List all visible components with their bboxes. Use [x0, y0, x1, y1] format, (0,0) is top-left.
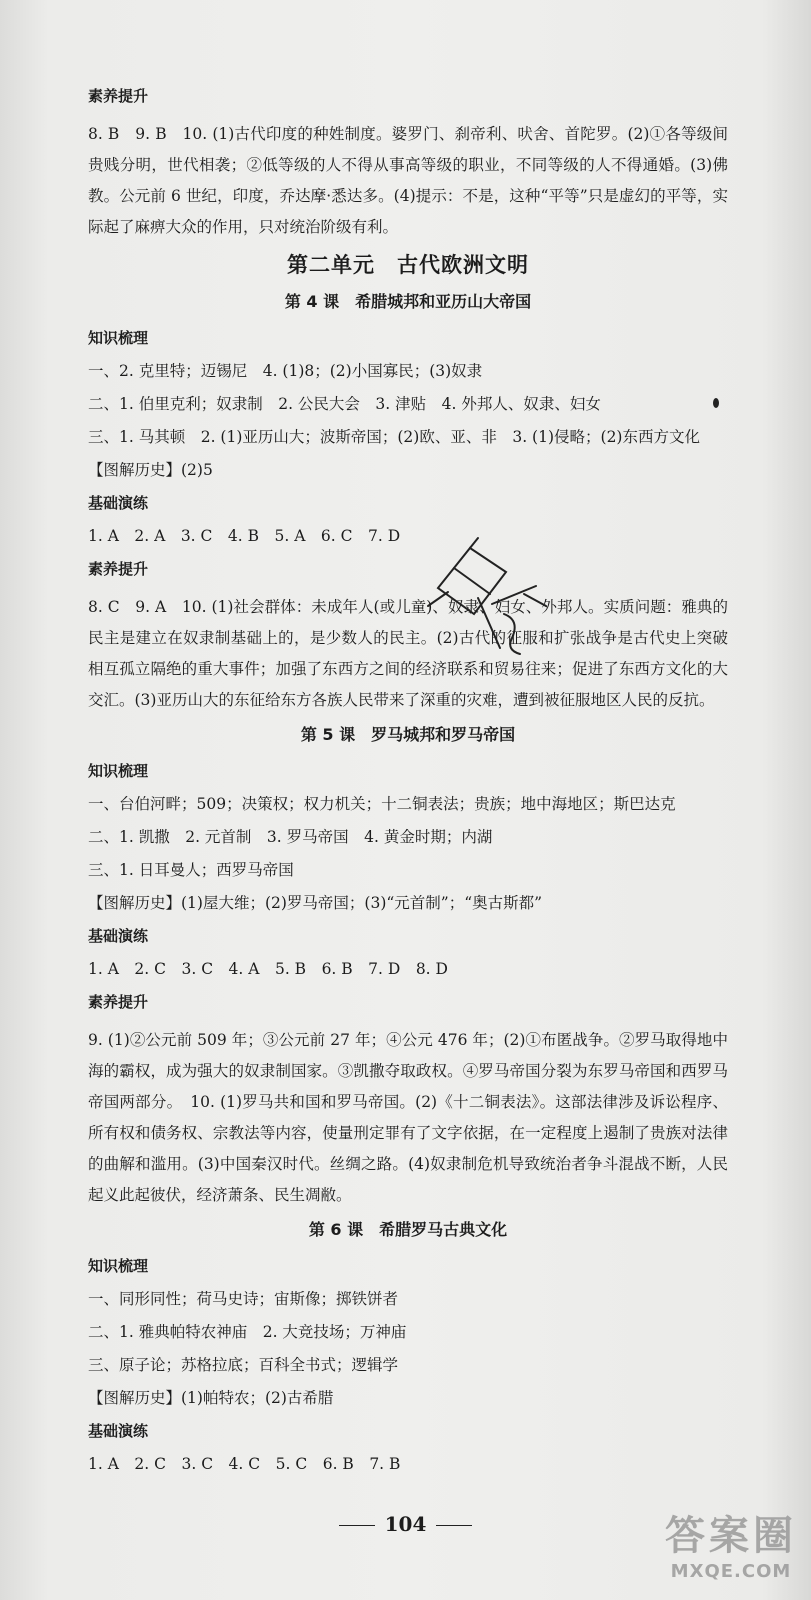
answer-line: 三、原子论；苏格拉底；百科全书式；逻辑学 — [88, 1356, 399, 1374]
answer-line: 一、台伯河畔；509；决策权；权力机关；十二铜表法；贵族；地中海地区；斯巴达克 — [88, 795, 676, 813]
divider-left — [339, 1525, 375, 1526]
answer-line: 三、1. 马其顿 2. (1)亚历山大；波斯帝国；(2)欧、亚、非 3. (1)侵略；(2)东西方文化 — [88, 428, 700, 446]
watermark-logo — [665, 1504, 797, 1582]
answer-line: 【图解历史】(1)屋大维；(2)罗马帝国；(3)“元首制”；“奥古斯都” — [88, 894, 543, 912]
answer-line: 一、同形同性；荷马史诗；宙斯像；掷铁饼者 — [88, 1290, 399, 1308]
answer-paragraph: 8. B 9. B 10. (1)古代印度的种姓制度。婆罗门、刹帝利、吠舍、首陀罗。(2)①各等级间贵贱分明，世代相袭；②低等级的人不得从事高等级的职业，不同等级的人不得通婚。(3)佛教。公元前 6 世纪，印度，乔达摩·悉达多。(4)提示：不是，这种“平等”只是虚幻的平等，实际起了麻痹大众的作用，只对统治阶级有利。 — [88, 125, 728, 236]
answer-line: 一、2. 克里特；迈锡尼 4. (1)8；(2)小国寡民；(3)奴隶 — [88, 362, 483, 380]
answer-line: 三、1. 日耳曼人；西罗马帝国 — [88, 861, 294, 879]
answer-line: 【图解历史】(1)帕特农；(2)古希腊 — [88, 1389, 334, 1407]
section-heading: 知识梳理 — [88, 329, 149, 347]
answer-line: 1. A 2. C 3. C 4. A 5. B 6. B 7. D 8. D — [88, 960, 448, 978]
answer-line: 【图解历史】(2)5 — [88, 461, 213, 479]
section-heading: 基础演练 — [88, 494, 149, 512]
divider-right — [436, 1525, 472, 1526]
watermark-text-en: MXQE.COM — [670, 1561, 792, 1582]
section-heading: 素养提升 — [88, 87, 149, 105]
page-number-value: 104 — [384, 1512, 427, 1536]
lesson-title: 第 6 课 希腊罗马古典文化 — [308, 1220, 508, 1239]
section-heading: 知识梳理 — [88, 762, 149, 780]
page-content — [88, 86, 728, 1487]
answer-paragraph: 9. (1)②公元前 509 年；③公元前 27 年；④公元 476 年；(2)①布匿战争。②罗马取得地中海的霸权，成为强大的奴隶制国家。③凯撒夺取政权。④罗马帝国分裂为东罗马帝国和西罗马帝国两部分。 10. (1)罗马共和国和罗马帝国。(2)《十二铜表法》。这部法律涉及诉讼程序、所有权和债务权、宗教法等内容，使量刑定罪有了文字依据，在一定程度上遏制了贵族对法律的曲解和滥用。(3)中国秦汉时代。丝绸之路。(4)奴隶制危机导致统治者争斗混战不断，人民起义此起彼伏，经济萧条、民生凋敝。 — [88, 1031, 728, 1204]
lesson-title: 第 5 课 罗马城邦和罗马帝国 — [300, 725, 516, 744]
lesson-title: 第 4 课 希腊城邦和亚历山大帝国 — [284, 292, 532, 311]
section-heading: 素养提升 — [88, 993, 149, 1011]
answer-line: 二、1. 凯撒 2. 元首制 3. 罗马帝国 4. 黄金时期；内湖 — [88, 828, 493, 846]
section-heading: 基础演练 — [88, 1422, 149, 1440]
answer-line: 二、1. 雅典帕特农神庙 2. 大竞技场；万神庙 — [88, 1323, 407, 1341]
answer-paragraph: 8. C 9. A 10. (1)社会群体：未成年人(或儿童)、奴隶、妇女、外邦人。实质问题：雅典的民主是建立在奴隶制基础上的，是少数人的民主。(2)古代的征服和扩张战争是古代史上突破相互孤立隔绝的重大事件；加强了东西方之间的经济联系和贸易往来；促进了东西方文化的大交汇。(3)亚历山大的东征给东方各族人民带来了深重的灾难，遭到被征服地区人民的反抗。 — [88, 598, 728, 709]
ink-speck — [713, 398, 719, 408]
section-heading: 素养提升 — [88, 560, 149, 578]
section-heading: 基础演练 — [88, 927, 149, 945]
section-heading: 知识梳理 — [88, 1257, 149, 1275]
answer-line: 二、1. 伯里克利；奴隶制 2. 公民大会 3. 津贴 4. 外邦人、奴隶、妇女 — [88, 395, 601, 413]
answer-line: 1. A 2. C 3. C 4. C 5. C 6. B 7. B — [88, 1455, 401, 1473]
ink-scribble-icon — [408, 528, 558, 668]
answer-line: 1. A 2. A 3. C 4. B 5. A 6. C 7. D — [88, 527, 401, 545]
unit-title: 第二单元 古代欧洲文明 — [287, 253, 529, 277]
watermark-text-cn: 答案圈 — [665, 1513, 797, 1559]
